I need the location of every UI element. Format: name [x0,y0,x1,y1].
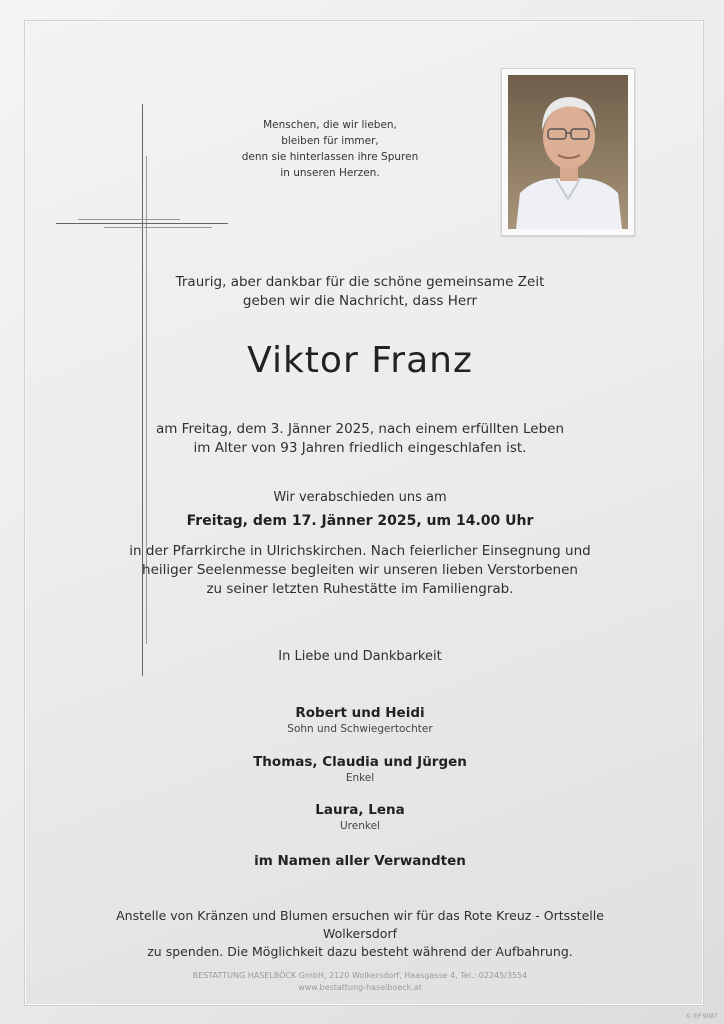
mourner-entry [120,802,600,832]
mourner-entry [120,754,600,784]
cross-horizontal-line [104,227,212,228]
mourner-relation: Sohn und Schwiegertochter [287,723,433,735]
quote-line: Menschen, die wir lieben, [263,119,397,131]
cross-horizontal-line [78,219,180,220]
footer-address: BESTATTUNG HASELBÖCK GmbH, 2120 Wolkersdorf, Haasgasse 4, Tel.: 02245/3554 [192,971,528,980]
deceased-name: Viktor Franz [247,340,473,381]
donation-notice [100,907,620,961]
death-notice [120,420,600,458]
ceremony-details [120,542,600,599]
funeral-date: Freitag, dem 17. Jänner 2025, um 14.00 Uhr [186,513,534,529]
mourner-relation: Enkel [345,772,375,784]
mourner-names: Robert und Heidi [295,705,425,721]
funeral-home-footer [120,970,600,994]
intro-line: Traurig, aber dankbar für die schöne gemeinsame Zeit [175,274,545,290]
death-line: im Alter von 93 Jahren friedlich eingeschlafen ist. [193,440,527,456]
cross-horizontal-line [56,223,228,224]
mourner-names: Laura, Lena [315,802,405,818]
footer-website: www.bestattung-haselboeck.at [298,983,422,992]
mourner-relation: Urenkel [340,820,380,832]
ceremony-line: in der Pfarrkirche in Ulrichskirchen. Nach feierlicher Einsegnung und [129,543,591,559]
mourner-names: Thomas, Claudia und Jürgen [253,754,467,770]
quote-line: in unseren Herzen. [280,167,380,179]
mourner-entry [120,705,600,735]
notice-line: Anstelle von Kränzen und Blumen ersuchen wir für das Rote Kreuz - Ortsstelle Wolkersdorf [116,908,604,941]
closing-text: In Liebe und Dankbarkeit [278,649,442,664]
death-line: am Freitag, dem 3. Jänner 2025, nach einem erfüllten Leben [155,421,565,437]
portrait-frame [501,68,635,236]
portrait-illustration [508,75,628,229]
intro-text [120,273,600,311]
farewell-text: Wir verabschieden uns am [273,490,447,505]
ceremony-line: zu seiner letzten Ruhestätte im Familiengrab. [206,581,514,597]
quote-line: denn sie hinterlassen ihre Spuren [241,151,419,163]
ceremony-line: heiliger Seelenmesse begleiten wir unseren lieben Verstorbenen [142,562,578,578]
notice-line: zu spenden. Die Möglichkeit dazu besteht während der Aufbahrung. [147,944,573,959]
portrait-photo [508,75,628,229]
memorial-quote [230,117,430,181]
intro-line: geben wir die Nachricht, dass Herr [242,293,478,309]
quote-line: bleiben für immer, [281,135,379,147]
document-code: © EP 9087 [685,1013,718,1020]
all-relatives-text: im Namen aller Verwandten [254,853,466,869]
